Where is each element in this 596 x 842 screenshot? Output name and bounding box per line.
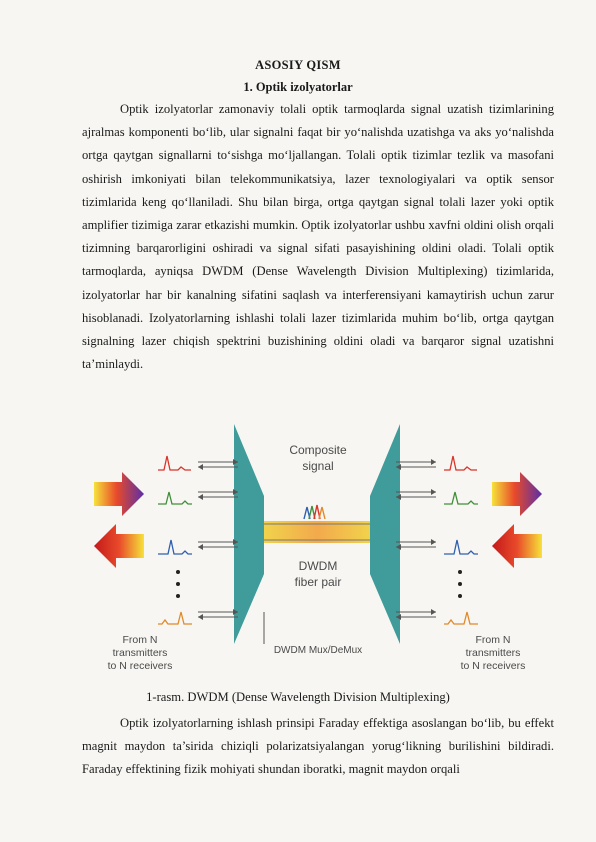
left-channel-spectra — [158, 456, 192, 624]
composite-signal-peaks — [304, 505, 325, 519]
composite-label-line2: signal — [302, 459, 334, 473]
right-label-line3: to N receivers — [460, 660, 526, 672]
composite-label-line1: Composite — [289, 443, 347, 457]
left-label-line3: to N receivers — [107, 660, 173, 672]
mux-prism — [234, 424, 264, 644]
figure-caption: 1-rasm. DWDM (Dense Wavelength Division Multiplexing) — [146, 690, 450, 704]
paragraph-1-text: Optik izolyatorlar zamonaviy tolali optik tarmoqlarda signal uzatish tizimlarining ajralmas komponenti bo‘lib, ular signalni faqat bir yo‘nalishda uzatishga va aks yo‘nalishda ortga qaytgan signallarni to‘sishga mo‘ljallangan. Tolali optik tizimlar tezlik va masofani oshirish imkoniyati bilan telekommunikatsiya, lazer texnologiyalari va optik sensor tizimlarida keng qo‘llaniladi. Shu bilan birga, ortga qaytgan signal tolali lazer yoki optik amplifier tizimiga zarar etkazishi mumkin. Optik izolyatorlar ushbu xavfni oldini olish orqali tizimning barqarorligini oshiradi va signal sifati pasayishining oldini oladi. Tolali optik tarmoqlarda, ayniqsa DWDM (Dense Wavelength Division Multiplexing) tizimlarida, izolyatorlar har bir kanalning sifatini saqlash va interferensiyani kamaytirish uchun zarur hisoblanadi. Izolyatorlarning ishlashi tolali lazer tizimlarida muhim bo‘lib, ortga qaytgan signalning lazer chiqish spektrini buzishining oldini oladi va barqaror signal uzatishni ta’minlaydi. — [82, 102, 554, 372]
section-title: ASOSIY QISM — [255, 58, 341, 72]
left-label-line1: From N — [122, 634, 158, 646]
left-label-line2: transmitters — [112, 647, 168, 659]
dwdm-label-line2: fiber pair — [294, 575, 342, 589]
demux-output-lines — [396, 462, 436, 617]
left-arrow-right — [94, 472, 144, 516]
paragraph-1 — [82, 98, 554, 376]
mux-demux-label: DWDM Mux/DeMux — [273, 645, 363, 656]
paragraph-2-text: Optik izolyatorlarning ishlash prinsipi Faraday effektiga asoslangan bo‘lib, bu effekt magnit maydon ta’sirida chiziqli polarizatsiyalangan yorug‘likning burilishini bildiradi. Faraday effektining fizik mohiyati shundan iboratki, magnit maydon orqali — [82, 716, 554, 777]
dwdm-fiber-label — [268, 558, 368, 590]
left-arrow-left — [94, 524, 144, 568]
composite-label — [268, 442, 368, 474]
right-channel-spectra — [444, 456, 478, 624]
left-endpoint-label — [88, 634, 192, 673]
right-endpoint-label — [438, 634, 548, 673]
right-label-line1: From N — [475, 634, 511, 646]
subsection-title: 1. Optik izolyatorlar — [243, 80, 353, 94]
dwdm-figure — [88, 422, 548, 684]
demux-prism — [370, 424, 400, 644]
right-arrow-left — [492, 524, 542, 568]
right-arrow-right — [492, 472, 542, 516]
dwdm-label-line1: DWDM — [298, 559, 338, 573]
mux-input-lines — [198, 462, 238, 617]
right-label-line2: transmitters — [465, 647, 521, 659]
paragraph-2 — [82, 712, 554, 782]
